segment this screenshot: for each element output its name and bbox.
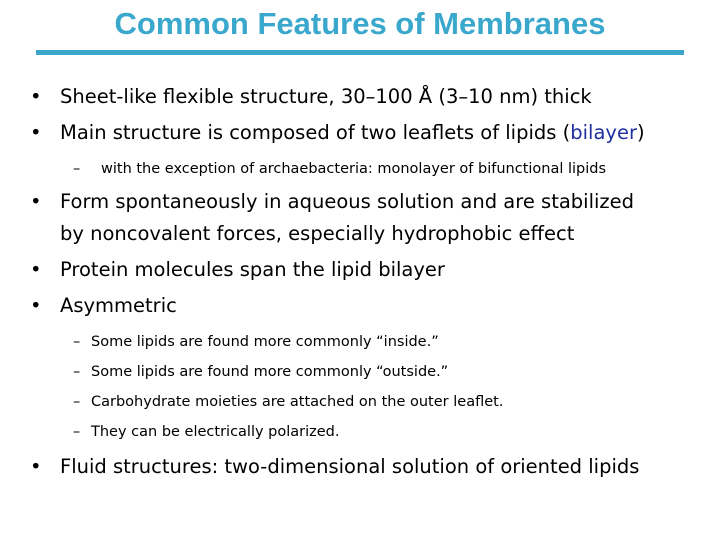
dash-marker: – [73,364,81,380]
bullet-marker: • [30,258,42,281]
dash-marker: – [73,424,81,440]
bullet-marker: • [30,455,42,478]
bullet-sheet-like: Sheet-like flexible structure, 30–100 Å (3–10 nm) thick [60,85,592,108]
dash-marker: – [73,161,81,177]
bullet-asymmetric: Asymmetric [60,294,177,317]
bullet-form-spontaneously-line1: Form spontaneously in aqueous solution and are stabilized [60,190,635,213]
sub-bullet-archaebacteria: with the exception of archaebacteria: monolayer of bifunctional lipids [101,161,607,177]
title-underline [36,50,684,55]
bullet-marker: • [30,85,42,108]
bullet-marker: • [30,190,42,213]
bullet-form-spontaneously-line2: by noncovalent forces, especially hydrophobic effect [60,222,575,245]
bullet-protein-molecules: Protein molecules span the lipid bilayer [60,258,445,281]
bullet-main-structure-close: ) [636,121,645,144]
sub-bullet-inside: Some lipids are found more commonly “inside.” [91,334,439,350]
bullet-main-structure [60,121,645,144]
dash-marker: – [73,394,81,410]
slide-title: Common Features of Membranes [114,6,606,41]
bullet-marker: • [30,294,42,317]
sub-bullet-carbohydrate: Carbohydrate moieties are attached on the outer leaflet. [91,394,504,410]
bullet-main-structure-text: Main structure is composed of two leaflets of lipids ( [60,121,571,144]
bullet-fluid-structures: Fluid structures: two-dimensional solution of oriented lipids [60,455,640,478]
sub-bullet-outside: Some lipids are found more commonly “outside.” [91,364,449,380]
sub-bullet-polarized: They can be electrically polarized. [91,424,340,440]
bilayer-highlight: bilayer [570,121,637,144]
bullet-marker: • [30,121,42,144]
dash-marker: – [73,334,81,350]
